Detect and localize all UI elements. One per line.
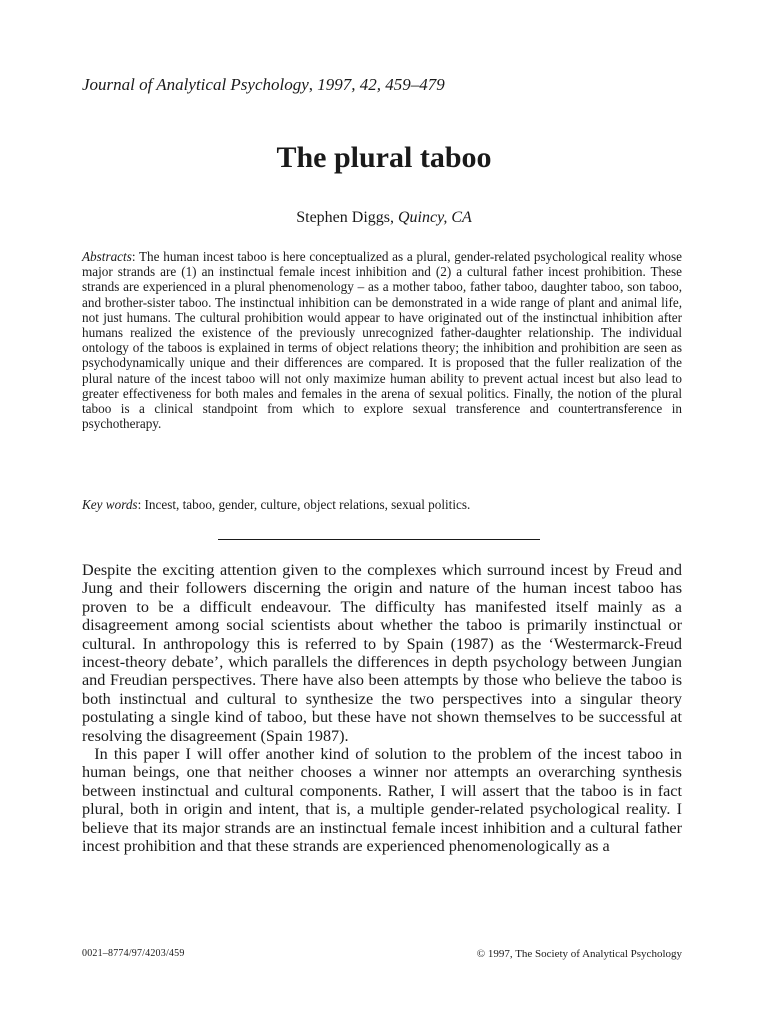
abstract: Abstracts: The human incest taboo is here conceptualized as a plural, gender-related psychological reality whose major strands are (1) an instinctual female incest inhibition and (2) a cultural father incest prohibition. These strands are experienced in a plural phenomenology – as a mother taboo, father taboo, daughter taboo, son taboo, and brother-sister taboo. The instinctual inhibition can be demonstrated in a wide range of plant and animal life, not just humans. The cultural prohibition would appear to have originated out of the instinctual inhibition after humans realized the existence of the previously unrecognized father-daughter relationship. The individual ontology of the taboos is explained in terms of object relations theory; the inhibition and prohibition are seen as psychodynamically unique and their differences are compared. It is proposed that the fuller realization of the plural nature of the incest taboo will not only maximize human ability to prevent actual incest but also lead to greater effectiveness for both males and females in the arena of sexual politics. Finally, the notion of the plural taboo is a clinical standpoint from which to explore sexual transference and countertransference in psychotherapy. — [82, 249, 682, 432]
abstract-label: Abstracts — [82, 249, 132, 264]
abstract-text: The human incest taboo is here conceptualized as a plural, gender-related psychological reality whose major strands are (1) an instinctual female incest inhibition and (2) a cultural father incest prohibition. These strands are experienced in a plural phenomenology – as a mother taboo, father taboo, daughter taboo, son taboo, and brother-sister taboo. The instinctual inhibition can be demonstrated in a wide range of plant and animal life, not just humans. The cultural prohibition would appear to have originated out of the instinctual inhibition after humans realized the existence of the previously unrecognized father-daughter relationship. The individual ontology of the taboos is explained in terms of object relations theory; the inhibition and prohibition are seen as psychodynamically unique and their differences are compared. It is proposed that the fuller realization of the plural nature of the incest taboo will not only maximize human ability to prevent actual incest but also lead to greater effectiveness for both males and females in the arena of sexual politics. Finally, the notion of the plural taboo is a clinical standpoint from which to explore sexual transference and countertransference in psychotherapy. — [82, 249, 682, 432]
copyright-notice: © 1997, The Society of Analytical Psychology — [476, 948, 682, 960]
journal-name: Journal of Analytical Psychology — [82, 75, 309, 94]
body-paragraph-2-text: In this paper I will offer another kind of solution to the problem of the incest taboo in human beings, one that neither chooses a winner nor attempts an overarching synthesis between instinctual and cultural components. Rather, I will assert that the taboo is in fact plural, both in origin and intent, that is, a multiple gender-related psychological reality. I believe that its major strands are an instinctual female incest inhibition and a cultural father incest prohibition and that these strands are experienced phenomenologically as a — [82, 745, 683, 856]
author-affiliation: Quincy, CA — [398, 209, 472, 226]
section-divider — [218, 539, 540, 540]
journal-citation: Journal of Analytical Psychology, 1997, 42, 459–479 — [82, 75, 445, 94]
body-paragraph-1: Despite the exciting attention given to the complexes which surround incest by Freud and Jung and their followers discerning the origin and nature of the human incest taboo has proven to be a difficult endeavour. The difficulty has manifested itself mainly as a disagreement among social scientists about whether the taboo is primarily instinctual or cultural. In anthropology this is referred to by Spain (1987) as the ‘Westermarck-Freud incest-theory debate’, which parallels the differences in depth psychology between Jungian and Freudian perspectives. There have also been attempts by those who believe the taboo is both instinctual and cultural to synthesize the two perspectives into a singular theory postulating a single kind of taboo, but these have not shown themselves to be successful at resolving the disagreement (Spain 1987). — [82, 561, 682, 745]
author-name: Stephen Diggs, — [296, 209, 394, 226]
article-title: The plural taboo — [276, 141, 492, 174]
body-paragraph-2 — [82, 745, 682, 855]
volume-pages: 1997, 42, 459–479 — [317, 75, 445, 94]
issn-code: 0021–8774/97/4203/459 — [82, 948, 185, 959]
keywords-label: Key words — [82, 497, 138, 512]
article-body — [82, 561, 682, 856]
keywords: Key words: Incest, taboo, gender, culture, object relations, sexual politics. — [82, 497, 471, 512]
author-line — [0, 207, 768, 229]
keywords-text: Incest, taboo, gender, culture, object relations, sexual politics. — [144, 497, 471, 512]
